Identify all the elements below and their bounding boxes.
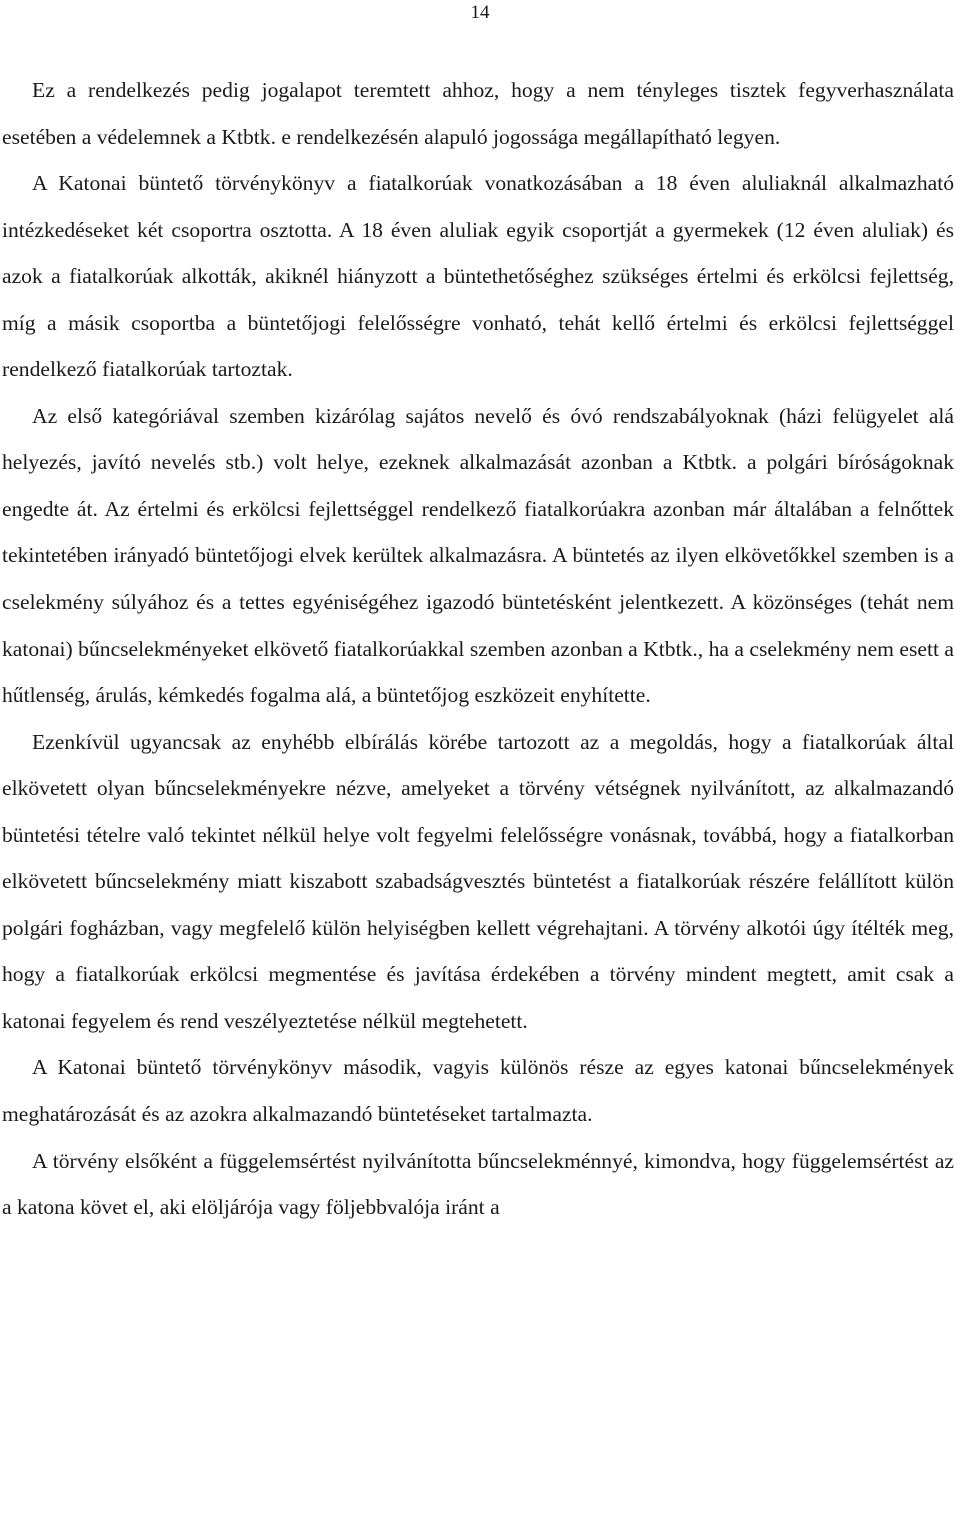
paragraph-3: Az első kategóriával szemben kizárólag sajátos nevelő és óvó rendszabályoknak (házi felügyelet alá helyezés, javító nevelés stb.) volt helye, ezeknek alkalmazását azonban a Ktbtk. a polgári bíróságoknak engedte át. Az értelmi és erkölcsi fejlettséggel rendelkező fiatalkorúakra azonban már általában a felnőttek tekintetében irányadó büntetőjogi elvek kerültek alkalmazásra. A büntetés az ilyen elkövetőkkel szemben is a cselekmény súlyához és a tettes egyéniségéhez igazodó büntetésként jelentkezett. A közönséges (tehát nem katonai) bűncselekményeket elkövető fiatalkorúakkal szemben azonban a Ktbtk., ha a cselekmény nem esett a hűtlenség, árulás, kémkedés fogalma alá, a büntetőjog eszközeit enyhítette. bbox=[2, 403, 954, 708]
paragraph-2: A Katonai büntető törvénykönyv a fiatalkorúak vonatkozásában a 18 éven aluliaknál alkalmazható intézkedéseket két csoportra osztotta. A 18 éven aluliak egyik csoportját a gyermekek (12 éven aluliak) és azok a fiatalkorúak alkották, akiknél hiányzott a büntethetőséghez szükséges értelmi és erkölcsi fejlettség, míg a másik csoportba a büntetőjogi felelősségre vonható, tehát kellő értelmi és erkölcsi fejlettséggel rendelkező fiatalkorúak tartoztak. bbox=[2, 171, 954, 382]
paragraph-4: Ezenkívül ugyancsak az enyhébb elbírálás körébe tartozott az a megoldás, hogy a fiatalkorúak által elkövetett olyan bűncselekményekre nézve, amelyeket a törvény vétségnek nyilvánított, az alkalmazandó büntetési tételre való tekintet nélkül helye volt fegyelmi felelősségre vonásnak, továbbá, hogy a fiatalkorban elkövetett bűncselekmény miatt kiszabott szabadságvesztés büntetést a fiatalkorúak részére felállított külön polgári fogházban, vagy megfelelő külön helyiségben kellett végrehajtani. A törvény alkotói úgy ítélték meg, hogy a fiatalkorúak erkölcsi megmentése és javítása érdekében a törvény mindent megtett, amit csak a katonai fegyelem és rend veszélyeztetése nélkül megtehetett. bbox=[2, 729, 954, 1033]
page-number: 14 bbox=[470, 2, 490, 23]
paragraph-1: Ez a rendelkezés pedig jogalapot teremtett ahhoz, hogy a nem tényleges tisztek fegyverhasználata esetében a védelemnek a Ktbtk. e rendelkezésén alapuló jogossága megállapítható legyen. bbox=[2, 78, 954, 149]
paragraph-5: A Katonai büntető törvénykönyv második, vagyis különös része az egyes katonai bűncselekmények meghatározását és az azokra alkalmazandó büntetéseket tartalmazta. bbox=[2, 1055, 954, 1127]
document-body bbox=[2, 67, 954, 1231]
paragraph-6: A törvény elsőként a függelemsértést nyilvánította bűncselekménnyé, kimondva, hogy függelemsértést az a katona követ el, aki elöljárója vagy följebbvalója iránt a bbox=[2, 1148, 954, 1220]
